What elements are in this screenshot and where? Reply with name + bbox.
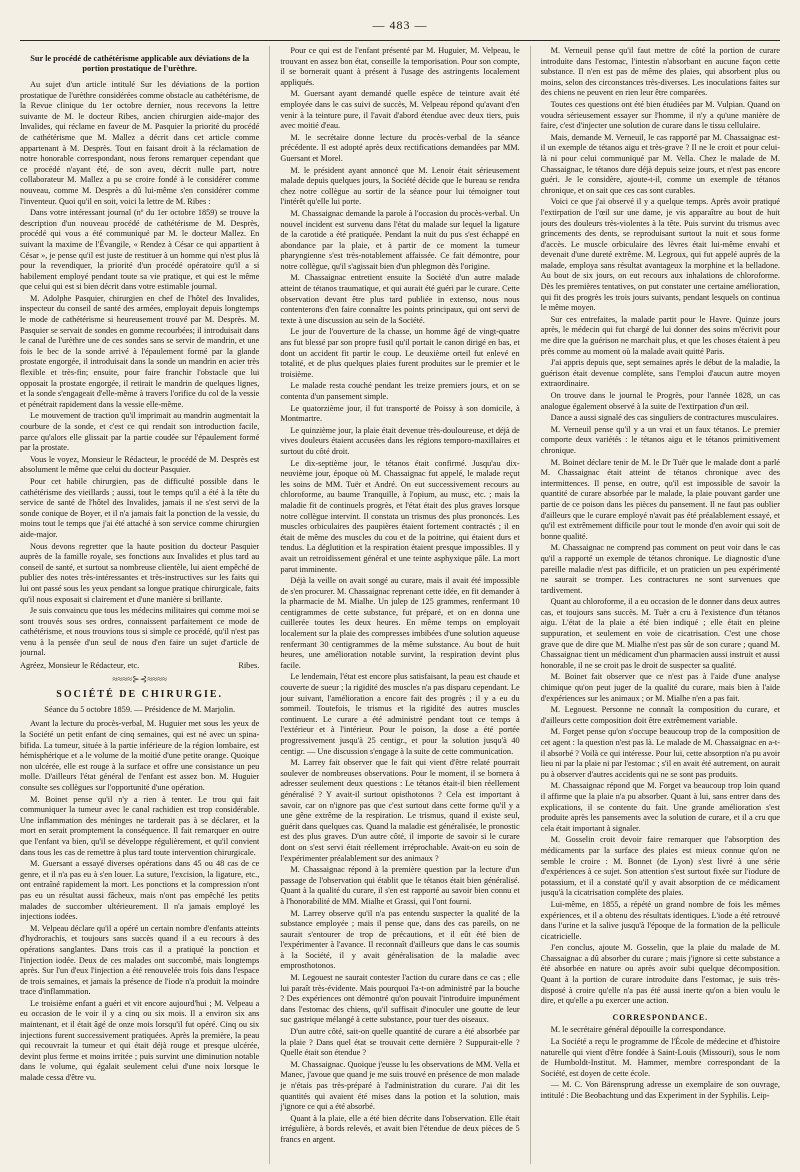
paragraph: M. Forget pense qu'on s'occupe beaucoup trop de la composition de cet agent : la question n'est pas là. Le malade de M. Chassaignac en a-t-il absorbé ? Voilà ce qui intéresse. Pour lui, cette absorption n'a pu avoir lieu ni par la plaie ni par l'estomac ; s'il en avait été autrement, on aurait pu à observer d'autres accidents qui ne se sont pas produits. [540,727,780,779]
paragraph: Quant à la plaie, elle a été bien décrite dans l'observation. Elle était irrégulière, à bords relevés, et avait bien l'étendue de deux pièces de 5 francs en argent. [280,1113,520,1144]
column-2 [280,46,519,1164]
column-divider [530,46,531,1164]
paragraph: Voici ce que j'ai observé il y a quelque temps. Après avoir pratiqué l'extirpation de l'œil sur une dame, je vis apparaître au bout de huit jours des douleurs très-violentes à la tête. Puis survint du trismus avec grincements des dents, se reproduisant surtout la nuit et sous forme d'accès. Le muscle orbiculaire des lèvres était lui-même envahi et devenait d'une dureté extrême. M. Legroux, qui fut appelé auprès de la malade, employa sans résultat avantageux la morphine et la belladone. Au bout de six jours, on eut recours aux inhalations de chloroforme. Dès les premières tentatives, on put constater une certaine amélioration, qui fit des progrès les trois jours suivants, pendant lesquels on continua le même moyen. [540,197,780,313]
paragraph: M. Legouest ne saurait contester l'action du curare dans ce cas ; elle lui paraît très-évidente. Mais pourquoi l'a-t-on administré par la bouche ? Des expériences ont démontré qu'on pouvait l'introduire impunément dans l'estomac des chiens, qu'il suffisait d'inoculer une goutte de leur suc gastrique mélangé à cette substance, pour tuer des oiseaux. [280,973,520,1025]
paragraph: J'ai appris depuis que, sept semaines après le début de la maladie, la guérison était devenue complète, sans l'emploi d'aucun autre moyen extraordinaire. [540,358,780,389]
paragraph: M. Boinet fait observer que ce n'est pas à l'aide d'une analyse chimique qu'on peut juger de la qualité du curare, mais bien à l'aide d'expériences sur les animaux ; or M. Mialhe n'en a pas fait. [540,672,780,703]
paragraph: Mais, demande M. Verneuil, le cas rapporté par M. Chassaignac est-il un exemple de tétanos aigu et très-grave ? Il ne le croit et pour celui-là ni pour celui communiqué par M. Vella. Chez le malade de M. Chassaignac, le tétanos dure déjà depuis seize jours, et n'est pas encore guéri. Je le considère, ajoute-t-il, comme un exemple de tétanos chronique, et on sait que ces cas sont curables. [540,132,780,195]
column-1 [20,46,259,1164]
paragraph: Le jour de l'ouverture de la chasse, un homme âgé de vingt-quatre ans fut blessé par son propre fusil qu'il portait le canon dirigé en bas, et dont un accident fit partir le coup. Le deuxième orteil fut enlevé en totalité, et de plus quelques plaies furent produites sur le premier et le troisième. [280,327,520,379]
paragraph: M. Chassaignac répond que M. Forget va beaucoup trop loin quand il affirme que la plaie n'a pu absorber. Quant à lui, sans entrer dans des explications, il se contente du fait. Une grande amélioration s'est produite après les pansements avec la solution de curare, et il a cru que cela était important à signaler. [540,781,780,833]
paragraph: Vous le voyez, Monsieur le Rédacteur, le procédé de M. Desprès est absolument le même que celui du docteur Pasquier. [20,454,260,475]
paragraph: Pour cet habile chirurgien, pas de difficulté possible dans le cathétérisme des vieillards ; aussi, tout le temps qu'il a été à la tête du service de santé de l'hôtel des Invalides, jamais il ne s'est servi de la sonde conique de Boyer, et il n'a jamais fait la ponction de la vessie, du moins tout le temps que j'ai été attaché à son service comme chirurgien aide-major. [20,476,260,539]
letter-closing [20,661,259,672]
paragraph: Le quinzième jour, la plaie était devenue très-douloureuse, et déjà de vives douleurs étaient accusées dans les régions temporo-maxillaires et surtout du côté droit. [280,425,520,456]
closing-formula: Agréez, Monsieur le Rédacteur, etc. [20,661,140,671]
paragraph: J'en conclus, ajoute M. Gosselin, que la plaie du malade de M. Chassaignac a dû absorber du curare ; mais j'ignore si cette substance a été absorbée en nature ou après avoir subi quelque décomposition. Quant à la portion de curare introduite dans l'estomac, je suis très-disposé à croire qu'elle n'a pas été aussi inerte qu'on a bien voulu le dire, et qu'elle a pu exercer une action. [540,943,780,1006]
paragraph: M. Gosselin croit devoir faire remarquer que l'absorption des médicaments par la surface des plaies est mieux connue qu'on ne semble le croire : M. Bonnet (de Lyon) s'est livré à une série d'expériences à ce sujet. Son attention s'est surtout fixée sur l'iodure de potassium, et il a constaté qu'il y avait absorption de ce médicament jusqu'à la cicatrisation complète des plaies. [540,835,780,898]
signature: Ribes. [238,661,260,671]
paragraph: Le troisième enfant a guéri et vit encore aujourd'hui ; M. Velpeau a eu occasion de le voir il y a cinq ou six mois. Il a environ six ans maintenant, et il était âgé de onze mois lorsqu'il fut opéré. Cinq ou six injections furent successivement pratiquées. Après la première, la peau qui recouvrait la tumeur et qui était déjà rouge et presque ulcérée, devint plus ferme et moins irritée ; puis survint une diminution notable dans le volume, qui égalait seulement celui d'une noix lorsque le malade cessa d'être vu. [20,998,260,1083]
paragraph: La Société a reçu le programme de l'École de médecine et d'histoire naturelle qui vient d'être fondée à Saint-Louis (Missouri), sous le nom de Humboldt-Institut. M. Hammer, membre correspondant de la Société, est doyen de cette école. [540,1037,780,1078]
article-title: Sur le procédé de cathétérisme applicable aux déviations de la portion prostatique de l'urèthre. [30,54,250,73]
header-rule [20,40,780,41]
paragraph: Lui-même, en 1855, a répété un grand nombre de fois les mêmes expériences, et il a obtenu des résultats identiques. L'iode a été retrouvé dans l'urine et la salive jusqu'à l'époque de la formation de la pellicule cicatricielle. [540,899,780,941]
paragraph: M. Boinet déclare tenir de M. le Dr Tuër que le malade dont a parlé M. Chassaignac était atteint de tétanos chronique avec des intermittences. Il pense, en outre, qu'il est impossible de savoir la quantité de curare absorbée par le malade, la plaie pouvant garder une partie de ce poison dans les pièces du pansement. Il ne faut pas oublier d'ailleurs que le curare employé n'avait pas été préalablement essayé, et qu'il est extrêmement difficile pour tout le monde d'en avoir qui soit de bonne qualité. [540,457,780,541]
paragraph: M. le secrétaire donne lecture du procès-verbal de la séance précédente. Il est adopté après deux rectifications demandées par MM. Guersant et Morel. [280,132,520,163]
paragraph: D'un autre côté, sait-on quelle quantité de curare a été absorbée par la plaie ? Dans quel état se trouvait cette dernière ? Suppurait-elle ? Quelle était son étendue ? [280,1027,520,1058]
paragraph: M. Chassaignac entretient ensuite la Société d'un autre malade atteint de tétanos traumatique, et qui aurait été guéri par le curare. Cette observation devant être plus tard publiée in extenso, nous nous contenterons d'en faire connaître les points principaux, qui ont servi de texte à une discussion au sein de la Société. [280,273,520,325]
paragraph: Le lendemain, l'état est encore plus satisfaisant, la peau est chaude et couverte de sueur ; la rigidité des muscles n'a pas disparu cependant. Le jour suivant, l'amélioration a encore fait des progrès ; il y a eu du sommeil. Toutefois, le trismus et la rigidité des autres muscles continuent. Le curare a été administré pendant tout ce temps à l'extérieur et à l'intérieur. Pour le poison, la dose a été portée progressivement jusqu'à 25 centigr., et pour la solution jusqu'à 40 centigr. — Une discussion s'engage à la suite de cette communication. [280,672,520,756]
paragraph: M. Guersant ayant demandé quelle espèce de teinture avait été employée dans le cas suivi de succès, M. Velpeau répond qu'avant d'en venir à la teinture pure, il l'avait d'abord étendue avec deux tiers, puis avec moitié d'eau. [280,89,520,131]
paragraph: M. Guersant a essayé diverses opérations dans 45 ou 48 cas de ce genre, et il n'a pas eu à s'en louer. La suture, l'excision, la ligature, etc., ont entraîné rapidement la mort. Les ponctions et la compression n'ont pas eu un résultat aussi fâcheux, mais n'ont pas empêché les petits malades de succomber ultérieurement. Il n'a jamais employé les injections iodées. [20,859,260,922]
ornament-divider: ≈≈≈≈⊱⊰≈≈≈≈ [112,673,167,684]
page-number: — 483 — [372,18,428,32]
paragraph: Toutes ces questions ont été bien étudiées par M. Vulpian. Quand on voudra sérieusement essayer sur l'homme, il n'y a qu'une manière de faire, c'est d'injecter une solution de curare dans le tissu cellulaire. [540,99,780,131]
paragraph: M. Legouest. Personne ne connaît la composition du curare, et d'ailleurs cette composition doit être extrêmement variable. [540,705,780,725]
paragraph: Le mouvement de traction qu'il imprimait au mandrin augmentait la courbure de la sonde, et c'est ce qui rendait son introduction facile, parce qu'alors elle glissait par la partie coudée sur l'épaulement formé par la prostate. [20,411,260,453]
paragraph: M. Boinet pense qu'il n'y a rien à tenter. Le trou qui fait communiquer la tumeur avec le canal rachidien est trop considérable. Une inflammation des méninges ne tarderait pas à se déclarer, et la mort en serait promptement la conséquence. Il fait remarquer en outre que l'enfant va bien, qu'il se développe régulièrement, et qu'il convient dans tous les cas de remettre à plus tard toute intervention chirurgicale. [20,794,260,857]
paragraph: M. Adolphe Pasquier, chirurgien en chef de l'hôtel des Invalides, inspecteur du conseil de santé des armées, employait depuis longtemps le mode de cathétérisme si heureusement trouvé par M. Desprès. M. Pasquier se servait de sondes en gomme recourbées; il introduisait dans le canal de l'urèthre une de ces sondes sans se servir de mandrin, et une fois le bec de la sonde arrivé à l'épaulement formé par la glande prostate engorgée, il introduisait dans la sonde un mandrin en acier très flexible et très-fin; ensuite, pour faire franchir l'obstacle que lui opposait la prostate engorgée, il retirait le mandrin de quelques lignes, et la sonde s'engageait d'elle-même à travers l'orifice du col de la vessie et pénétrait rapidement dans la vessie elle-même. [20,293,260,409]
correspondence-heading: CORRESPONDANCE. [612,1012,709,1022]
paragraph: M. le secrétaire général dépouille la correspondance. [550,1025,726,1035]
paragraph: Dance a aussi signalé des cas singuliers de contractures musculaires. [550,413,779,423]
paragraph: Pour ce qui est de l'enfant présenté par M. Huguier, M. Velpeau, le trouvant en assez bon état, conseille la temporisation. Pour son compte, il se bornerait quant à présent à l'usage des astringents localement appliqués. [280,46,520,87]
paragraph: Avant la lecture du procès-verbal, M. Huguier met sous les yeux de la Société un petit enfant de cinq semaines, qui est né avec un spina-bifida. La tumeur, située à la partie inférieure de la région lombaire, est hémisphérique et a le volume de la moitié d'une petite orange. Quoique non ulcérée, elle est rouge à la surface et offre une consistance un peu molle. D'ailleurs l'état général de l'enfant est assez bon. M. Huguier consulte ses collègues sur l'opportunité d'une opération. [20,719,260,792]
paragraph: Quant au chloroforme, il a eu occasion de le donner dans deux autres cas, et toujours sans succès. M. Tuër a cru à l'existence d'un tétanos aigu. L'état de la plaie a été bien indiqué ; elle était en pleine suppuration, et seulement en voie de cicatrisation. C'est une chose grave que de dire que M. Mialhe n'est pas sûr de son curare ; quand M. Chassaignac tient un médicament d'un pharmacien aussi instruit et aussi honorable, il ne se croit pas le droit de suspecter sa qualité. [540,597,780,670]
society-title: SOCIÉTÉ DE CHIRURGIE. [56,689,224,701]
article-columns [20,46,780,1164]
paragraph: Au sujet d'un article intitulé Sur les déviations de la portion prostatique de l'urèthre considérées comme obstacle au cathétérisme, de la Revue clinique du 1er octobre dernier, nous recevons la lettre suivante de M. le docteur Ribes, ancien chirurgien aide-major des Invalides, qui réclame en faveur de M. Pasquier la priorité du procédé de cathétérisme que M. Mallez a décrit dans cet article comme appartenant à M. Desprès. Tout en faisant droit à la réclamation de notre honorable correspondant, nous ferons remarquer cependant que ce procédé n'ayant été, de son aveu, décrit nulle part, notre collaborateur M. Mallez a pu se croire fondé à le considérer comme nouveau, comme M. Desprès a dû lui-même s'en considérer comme l'inventeur. Quoi qu'il en soit, voici la lettre de M. Ribes : [20,80,260,206]
paragraph: M. Chassaignac ne comprend pas comment on peut voir dans le cas qu'il a rapporté un exemple de tétanos chronique. Le diagnostic d'une pareille maladie n'est pas difficile, et un praticien un peu expérimenté ne saurait se tromper. Les contractures ne sont survenues que tardivement. [540,543,780,595]
paragraph: M. Chassaignac. Quoique j'eusse lu les observations de MM. Vella et Manec, j'avoue que quand je me suis trouvé en présence de mon malade je n'étais pas très-préparé à l'administration du curare. J'ai dit les quantités qui avaient été mises dans la potion et la solution, mais j'ignore ce qui a été absorbé. [280,1059,520,1112]
paragraph: M. Verneuil pense qu'il y a un vrai et un faux tétanos. Le premier comporte deux variétés : le tétanos aigu et le tétanos primitivement chronique. [540,424,780,455]
paragraph: Le quatorzième jour, il fut transporté de Poissy à son domicile, à Montmartre. [280,403,520,424]
paragraph: Le malade resta couché pendant les treize premiers jours, et on se contenta d'un pansement simple. [280,381,520,401]
paragraph: Le dix-septième jour, le tétanos était confirmé. Jusqu'au dix-neuvième jour, époque où M. Chassaignac fut appelé, le malade reçut les soins de MM. Tuër et André. On eut successivement recours au chloroforme, au baume Tranquille, à l'opium, au musc, etc. ; mais la maladie fit de continuels progrès, et l'état était des plus graves lorsque notre collègue intervint. Il constata un trismus des plus prononcés. Les muscles orbiculaires des paupières étaient fortement contractés ; il en était de même des muscles du cou et de la poitrine, qui étaient durs et tendus. La déglutition et la respiration étaient presque impossibles. Il y avait un retroidissement général et une teinte asphyxique pâle. La mort parut imminente. [280,458,520,574]
paragraph: — M. C. Von Bärensprung adresse un exemplaire de son ouvrage, intitulé : Die Beobachtung und das Experiment in der Syphilis. Leip- [540,1080,780,1100]
paragraph: M. Chassaignac demande la parole à l'occasion du procès-verbal. Un nouvel incident est survenu dans l'état du malade sur lequel la ligature de la carotide a été pratiquée. Pendant la nuit du pus s'est échappé en abondance par la plaie, et à partir de ce moment la tumeur pharyngienne s'est très-notablement affaissée. Ce fait démontre, pour notre collègue, qu'il s'agissait bien d'un phlegmon dès l'origine. [280,208,520,271]
paragraph: M. Larrey fait observer que le fait qui vient d'être relaté pourrait soulever de nombreuses observations. Pour le moment, il se bornera à adresser seulement deux questions : Le tétanos était-il bien réellement généralisé ? Y avait-il surtout opisthotonos ? Cela est important à savoir, car on n'ignore pas que c'est surtout dans cette forme qu'il y a une gêne extrême de la respiration. Le trismus, quand il existe seul, guérit dans quelques cas. Quand la maladie est généralisée, le pronostic est des plus graves. D'un autre côté, il importe de savoir si le curare dont on s'est servi était réellement irréprochable. Avait-on eu soin de l'expérimenter préalablement sur des animaux ? [280,758,520,863]
seance-line: Séance du 5 octobre 1859. — Présidence de M. Marjolin. [44,704,236,714]
paragraph: Dans votre intéressant journal (nº du 1er octobre 1859) se trouve la description d'un nouveau procédé de cathétérisme de M. Desprès, procédé qui vous a été communiqué par M. le docteur Mallez. En suivant la maxime de l'Évangile, « Rendez à César ce qui appartient à César », je pense qu'il est juste de restituer à un homme qui n'est plus là pour la revendiquer, la priorité d'un procédé opératoire qu'il a si habilement employé pendant toute sa vie pratique, et qui est le même que celui qui est si bien décrit dans votre estimable journal. [20,208,260,292]
column-3 [541,46,780,1164]
paragraph: M. Verneuil pense qu'il faut mettre de côté la portion de curare introduite dans l'estomac, l'intestin n'absorbant en aucune façon cette substance. Il n'en est pas de même des plaies, qui absorbent plus ou moins, selon des circonstances très-diverses. Les inoculations faites sur des chiens ne peuvent en rien leur être comparées. [540,46,780,98]
paragraph: Je suis convaincu que tous les médecins militaires qui comme moi se sont trouvés sous ses ordres, connaissent parfaitement ce mode de cathétérisme, et nous trouvions tous si simple ce procédé, qu'il n'est pas venu à la pensée d'un seul de nous d'en faire un sujet d'article de journal. [20,606,260,658]
paragraph: M. Larrey observe qu'il n'a pas entendu suspecter la qualité de la substance employée ; mais il pense que, dans des cas pareils, on ne saurait s'entourer de trop de précautions, et il eût été bien de l'expérimenter à l'avance. Il reconnaît d'ailleurs que dans le cas soumis à la Société, il y avait généralisation de la maladie avec emprosthotonos. [280,908,520,971]
paragraph: M. le président ayant annoncé que M. Lenoir était sérieusement malade depuis quelques jours, la Société décide que le bureau se rendra chez notre collègue au sortir de la séance pour lui témoigner tout l'intérêt qu'elle lui porte. [280,165,520,207]
column-divider [269,46,270,1164]
paragraph: On trouve dans le journal le Progrès, pour l'année 1828, un cas analogue également observé à la suite de l'extirpation d'un œil. [540,391,780,411]
paragraph: Déjà la veille on avait songé au curare, mais il avait été impossible de s'en procurer. M. Chassaignac reprenant cette idée, en fit demander à la pharmacie de M. Mialhe. Un julep de 125 grammes, renfermant 10 centigrammes de cette substance, fut préparé, et on en donna une cuillerée toutes les deux heures. En même temps on employait localement sur la plaie des compresses imbibées d'une solution aqueuse renfermant 30 centigrammes de la même substance. Au bout de huit heures, une amélioration notable survint, la respiration devint plus facile. [280,576,520,670]
paragraph: M. Velpeau déclare qu'il a opéré un certain nombre d'enfants atteints d'hydrorachis, et toujours sans succès quand il a eu recours à des opérations sanglantes. Dans trois cas il a pratiqué la ponction et l'injection iodée. Deux de ces malades ont succombé, mais longtemps après. Sur l'un d'eux l'injection a été renouvelée trois fois dans l'espace de trois semaines, et jamais la présence de l'iode n'a produit la moindre trace d'inflammation. [20,923,260,997]
paragraph: Nous devons regretter que la haute position du docteur Pasquier auprès de la famille royale, ses fonctions aux Invalides et plus tard au conseil de santé, et surtout sa nombreuse clientèle, lui aient empêché de publier des notes très-intéressantes et très-instructives sur les faits qui lui ont passé sous les yeux pendant sa longue pratique chirurgicale, faits qu'il nous exposait si clairement et d'une manière si brillante. [20,541,260,604]
paragraph: M. Chassaignac répond à la première question par la lecture d'un passage de l'observation qui établit que le tétanos était bien généralisé. Quant à la qualité du curare, il s'en est rapporté au savoir bien connu et à l'honorabilité de MM. Mialhe et Grassi, qui l'ont fourni. [280,865,520,906]
paragraph: Sur ces entrefaites, la malade partit pour le Havre. Quinze jours après, le médecin qui fut chargé de lui donner des soins m'écrivit pour me dire que la guérison ne marchait plus, et que les choses étaient à peu près comme au moment où la malade avait quitté Paris. [540,314,780,356]
